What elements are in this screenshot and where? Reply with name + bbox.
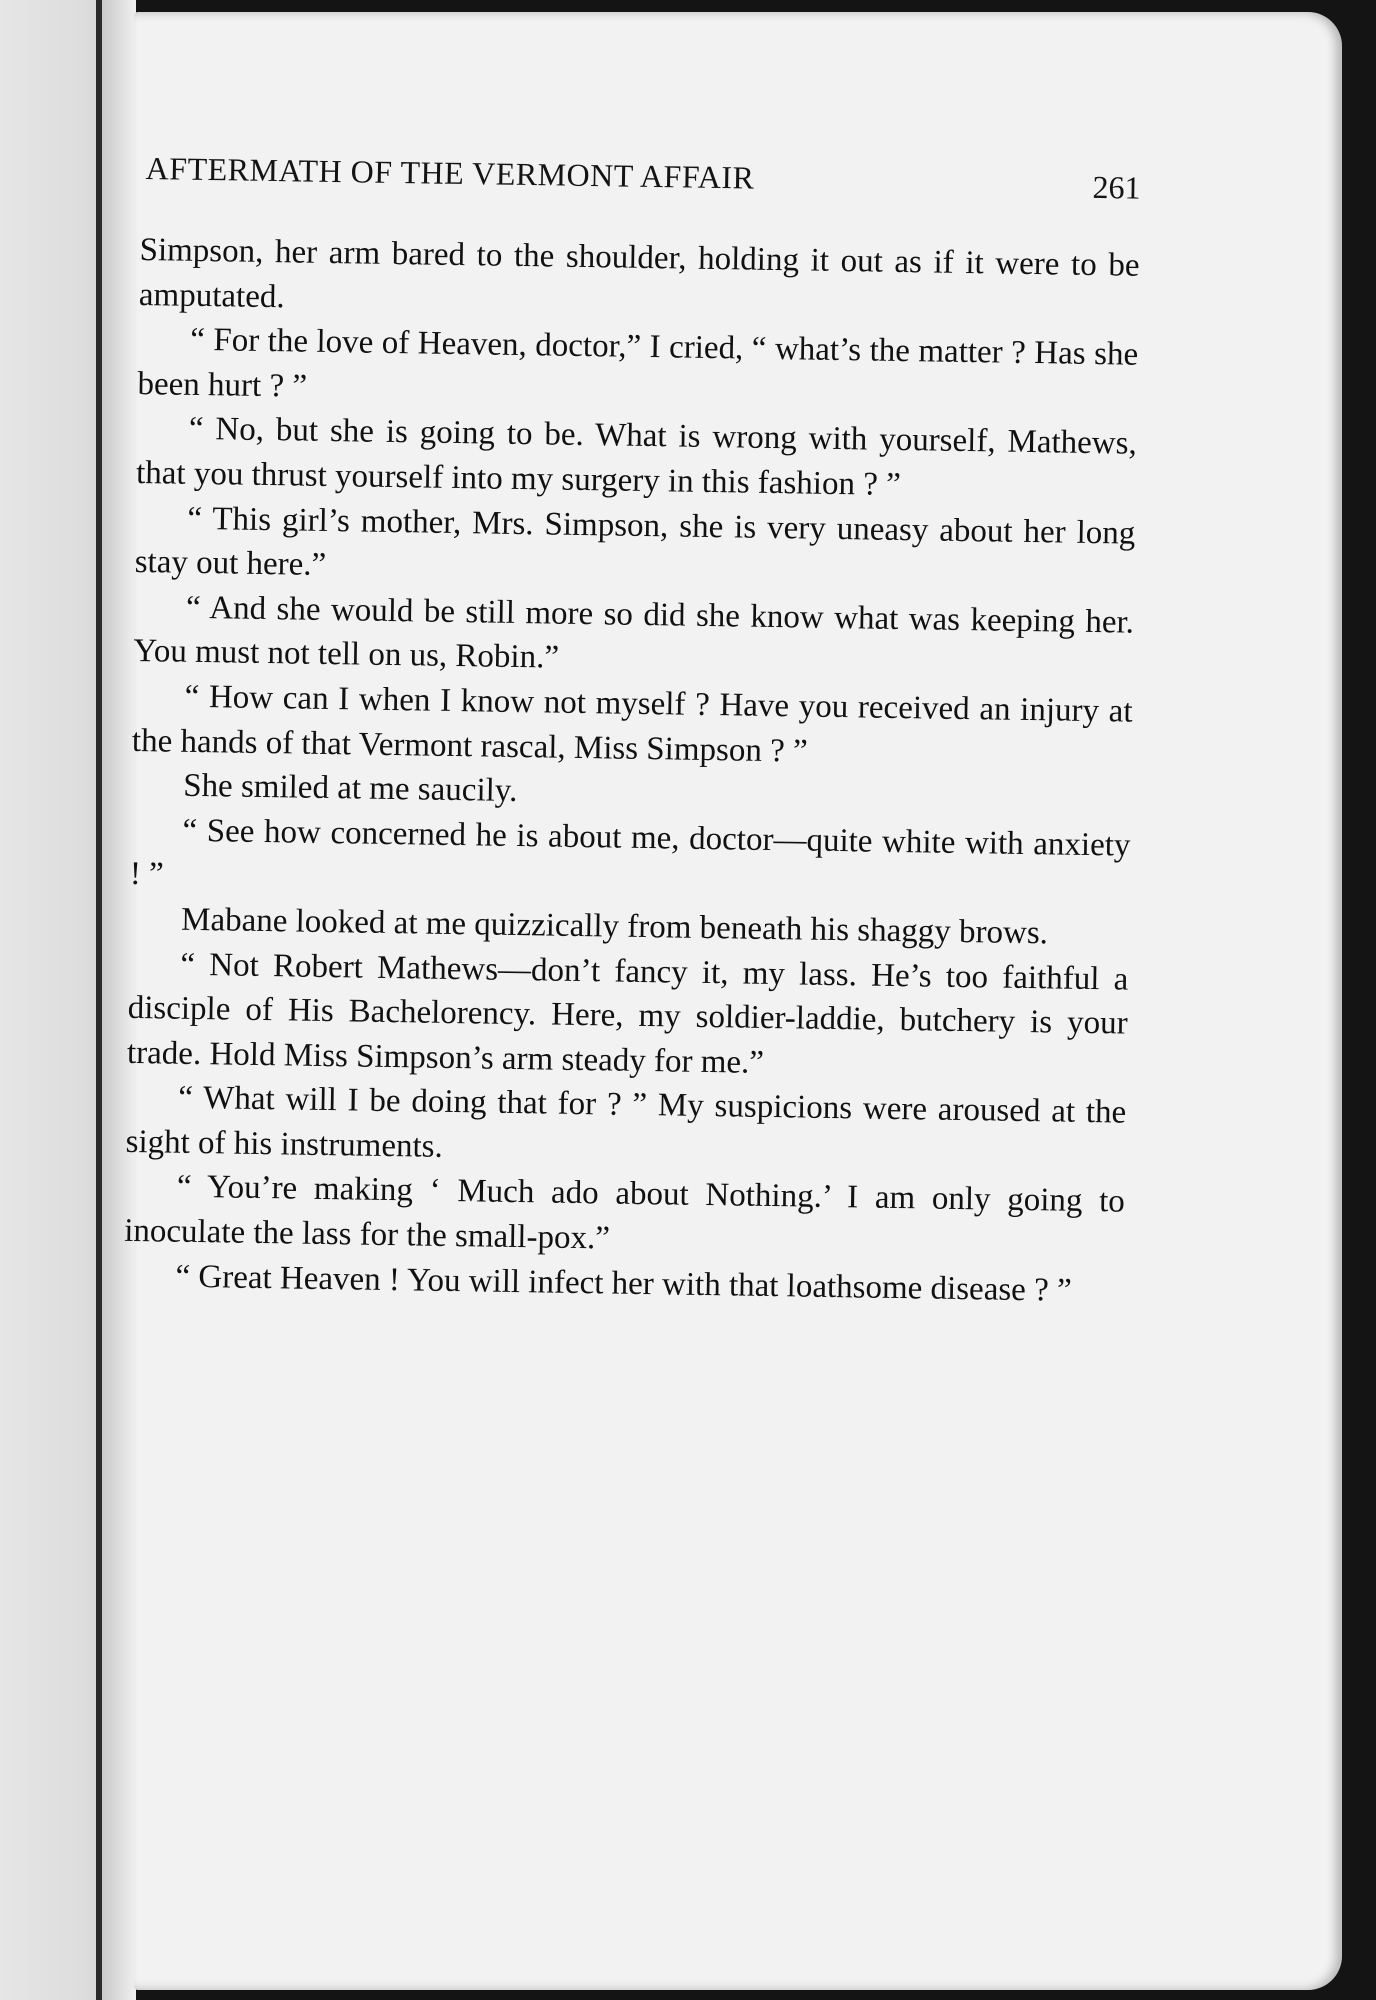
page-body: [123, 228, 1140, 1314]
paragraph: “ See how concerned he is about me, doctor—quite white with anxiety ! ”: [129, 812, 1131, 893]
paragraph: “ Great Heaven ! You will infect her with that loathsome disease ? ”: [175, 1258, 1072, 1309]
paragraph: “ This girl’s mother, Mrs. Simpson, she is very uneasy about her long stay out here.”: [134, 500, 1136, 584]
paragraph: “ And she would be still more so did she know what was keeping her. You must not tell on us, Robin.”: [133, 589, 1135, 676]
paragraph: “ What will I be doing that for ? ” My suspicions were aroused at the sight of his instruments.: [125, 1079, 1127, 1165]
paragraph: “ No, but she is going to be. What is wrong with yourself, Mathews, that you thrust yourself into my surgery in this fashion ? ”: [135, 411, 1138, 503]
paragraph: She smiled at me saucily.: [182, 767, 518, 810]
paragraph: “ For the love of Heaven, doctor,” I cried, “ what’s the matter ? Has she been hurt ? ”: [137, 321, 1139, 405]
paragraph: Mabane looked at me quizzically from beneath his shaggy brows.: [180, 901, 1049, 952]
paragraph: Simpson, her arm bared to the shoulder, holding it out as if it were to be amputated.: [138, 231, 1140, 315]
running-title: AFTERMATH OF THE VERMONT AFFAIR: [145, 150, 755, 196]
paragraph: “ How can I when I know not myself ? Have you received an injury at the hands of that Vermont rascal, Miss Simpson ? ”: [131, 678, 1133, 770]
paragraph: “ You’re making ‘ Much ado about Nothing.’ I am only going to inoculate the lass for the small-pox.”: [123, 1169, 1126, 1257]
page-number: 261: [1092, 168, 1141, 206]
paragraph: “ Not Robert Mathews—don’t fancy it, my lass. He’s too faithful a disciple of His Bachelorency. Here, my soldier-laddie, butchery is your trade. Hold Miss Simpson’s arm steady for me.”: [126, 946, 1129, 1081]
